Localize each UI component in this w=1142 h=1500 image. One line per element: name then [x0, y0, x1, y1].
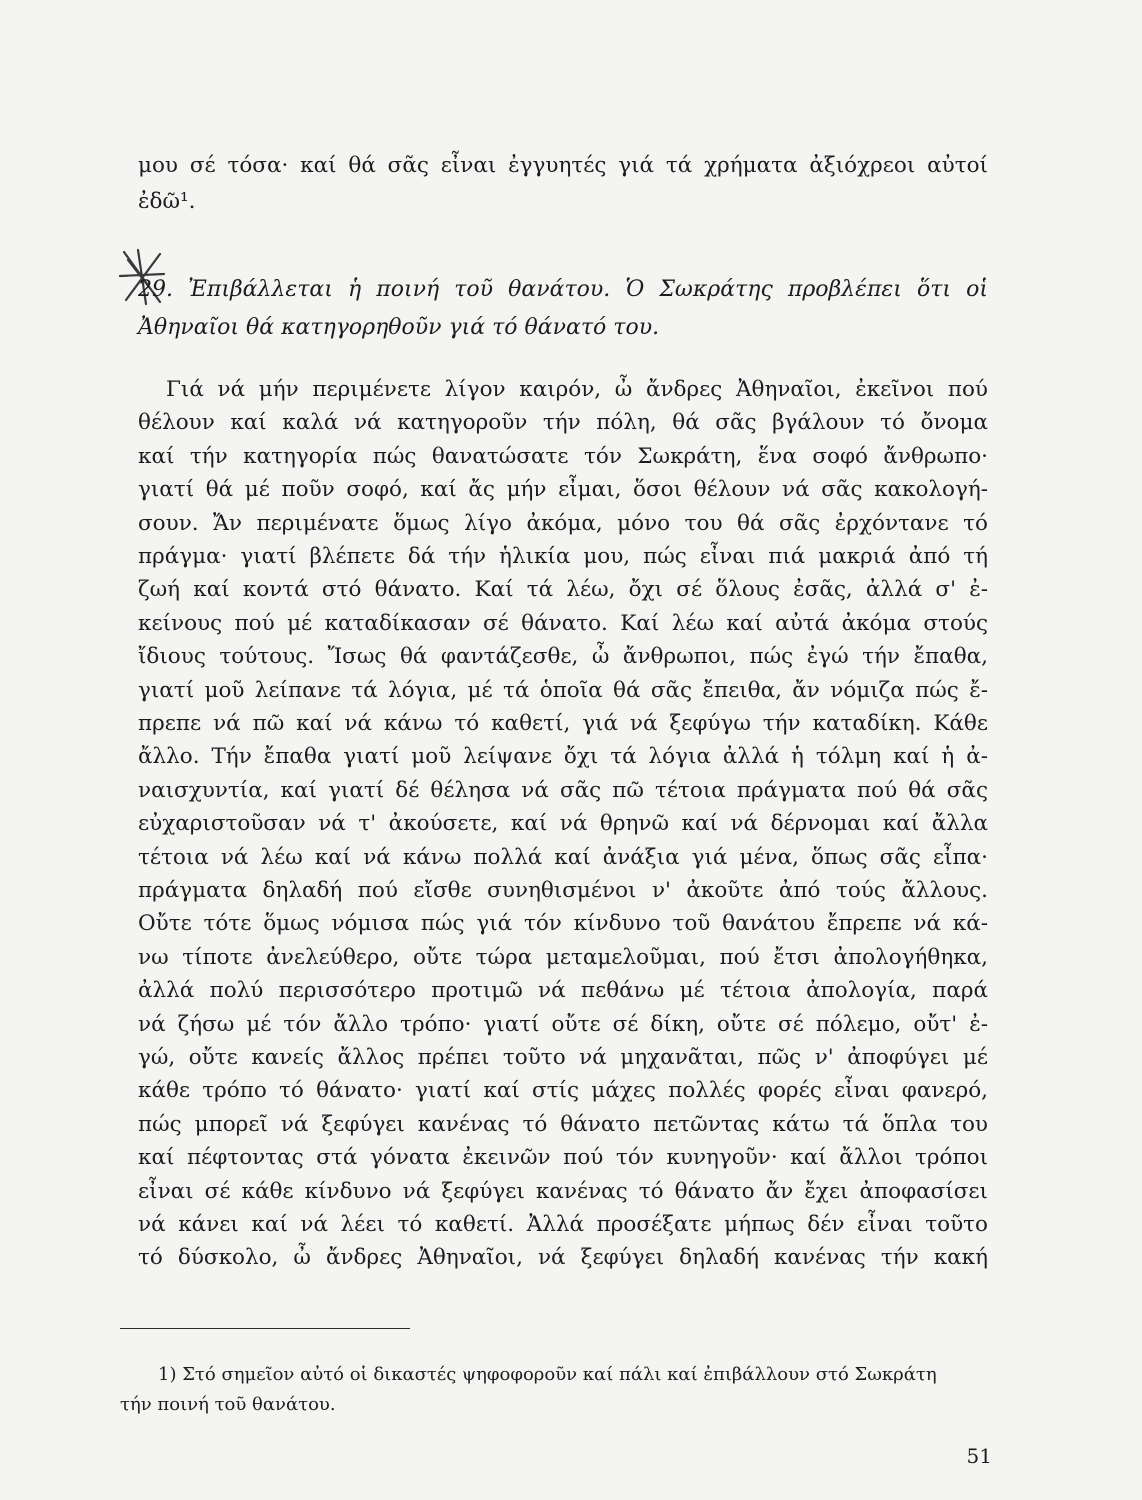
text-line: γώ, οὔτε κανείς ἄλλος πρέπει τοῦτο νά μηχανᾶται, πῶς ν' ἀποφύγει μέ — [138, 1045, 988, 1070]
text-line: τέτοια νά λέω καί νά κάνω πολλά καί ἀνάξια γιά μένα, ὅπως σᾶς εἶπα· — [138, 844, 988, 870]
text-line: ναισχυντία, καί γιατί δέ θέλησα νά σᾶς πῶ τέτοια πράγματα πού θά σᾶς — [138, 777, 988, 803]
footnote-divider — [120, 1328, 410, 1329]
page-number: 51 — [966, 1444, 992, 1468]
text-line: ἄλλο. Τήν ἔπαθα γιατί μοῦ λείψανε ὄχι τά λόγια ἀλλά ἡ τόλμη καί ἡ ἀ- — [138, 744, 988, 770]
text-line: κείνους πού μέ καταδίκασαν σέ θάνατο. Καί λέω καί αὐτά ἀκόμα στούς — [138, 610, 988, 636]
text-line: σουν. Ἄν περιμένατε ὅμως λίγο ἀκόμα, μόνο του θά σᾶς ἐρχόντανε τό — [138, 510, 988, 536]
text-line: εὐχαριστοῦσαν νά τ' ἀκούσετε, καί νά θρηνῶ καί νά δέρνομαι καί ἄλλα — [138, 811, 988, 837]
footnote-line: 1) Στό σημεῖον αὐτό οἱ δικαστές ψηφοφοροῦν καί πάλι καί ἐπιβάλλουν στό Σωκράτη — [158, 1364, 937, 1385]
text-line: μου σέ τόσα· καί θά σᾶς εἶναι ἐγγυητές γιά τά χρήματα ἀξιόχρεοι αὐτοί — [138, 153, 988, 178]
text-line: πρεπε νά πῶ καί νά κάνω τό καθετί, γιά νά ξεφύγω τήν καταδίκη. Κάθε — [138, 711, 988, 736]
text-line: κάθε τρόπο τό θάνατο· γιατί καί στίς μάχες πολλές φορές εἶναι φανερό, — [138, 1078, 988, 1104]
text-line: καί τήν κατηγορία πώς θανατώσατε τόν Σωκράτη, ἕνα σοφό ἄνθρωπο· — [138, 443, 988, 469]
text-line: Οὔτε τότε ὅμως νόμισα πώς γιά τόν κίνδυνο τοῦ θανάτου ἔπρεπε νά κά- — [138, 911, 988, 937]
text-line: γιατί θά μέ ποῦν σοφό, καί ἄς μήν εἶμαι, ὅσοι θέλουν νά σᾶς κακολογή- — [138, 477, 988, 503]
text-line: γιατί μοῦ λείπανε τά λόγια, μέ τά ὁποῖα θά σᾶς ἔπειθα, ἄν νόμιζα πώς ἔ- — [138, 677, 988, 703]
text-line: πράγμα· γιατί βλέπετε δά τήν ἡλικία μου, πώς εἶναι πιά μακριά ἀπό τή — [138, 544, 988, 569]
text-line: ἐδῶ¹. — [138, 189, 196, 214]
text-line: ζωή καί κοντά στό θάνατο. Καί τά λέω, ὄχι σέ ὅλους ἐσᾶς, ἀλλά σ' ἐ- — [138, 577, 988, 603]
text-line: νά κάνει καί νά λέει τό καθετί. Ἀλλά προσέξατε μήπως δέν εἶναι τοῦτο — [138, 1212, 988, 1237]
text-line: καί πέφτοντας στά γόνατα ἐκεινῶν πού τόν κυνηγοῦν· καί ἄλλοι τρόποι — [138, 1145, 988, 1171]
text-line: νω τίποτε ἀνελεύθερο, οὔτε τώρα μεταμελοῦμαι, πού ἔτσι ἀπολογήθηκα, — [138, 944, 988, 970]
text-line: εἶναι σέ κάθε κίνδυνο νά ξεφύγει κανένας τό θάνατο ἄν ἔχει ἀποφασίσει — [138, 1178, 988, 1204]
text-line: πώς μπορεῖ νά ξεφύγει κανένας τό θάνατο πετῶντας κάτω τά ὅπλα του — [138, 1111, 988, 1137]
text-line: τό δύσκολο, ὦ ἄνδρες Ἀθηναῖοι, νά ξεφύγει δηλαδή κανένας τήν κακή — [138, 1245, 988, 1271]
text-line: θέλουν καί καλά νά κατηγοροῦν τήν πόλη, θά σᾶς βγάλουν τό ὄνομα — [138, 410, 988, 436]
section-heading-line: Ἀθηναῖοι θά κατηγορηθοῦν γιά τό θάνατό του. — [138, 315, 660, 340]
text-line: νά ζήσω μέ τόν ἄλλο τρόπο· γιατί οὔτε σέ δίκη, οὔτε σέ πόλεμο, οὔτ' ἐ- — [138, 1011, 988, 1037]
footnote-line: τήν ποινή τοῦ θανάτου. — [120, 1394, 336, 1415]
text-line: Γιά νά μήν περιμένετε λίγον καιρόν, ὦ ἄνδρες Ἀθηναῖοι, ἐκεῖνοι πού — [166, 377, 988, 402]
text-line: ἀλλά πολύ περισσότερο προτιμῶ νά πεθάνω μέ τέτοια ἀπολογία, παρά — [138, 978, 988, 1004]
section-heading-line: 29. Ἐπιβάλλεται ἡ ποινή τοῦ θανάτου. Ὁ Σωκράτης προβλέπει ὅτι οἱ — [138, 277, 988, 302]
text-line: ἴδιους τούτους. Ἴσως θά φαντάζεσθε, ὦ ἄνθρωποι, πώς ἐγώ τήν ἔπαθα, — [138, 644, 988, 670]
text-line: πράγματα δηλαδή πού εἴσθε συνηθισμένοι ν' ἀκοῦτε ἀπό τούς ἄλλους. — [138, 878, 988, 903]
